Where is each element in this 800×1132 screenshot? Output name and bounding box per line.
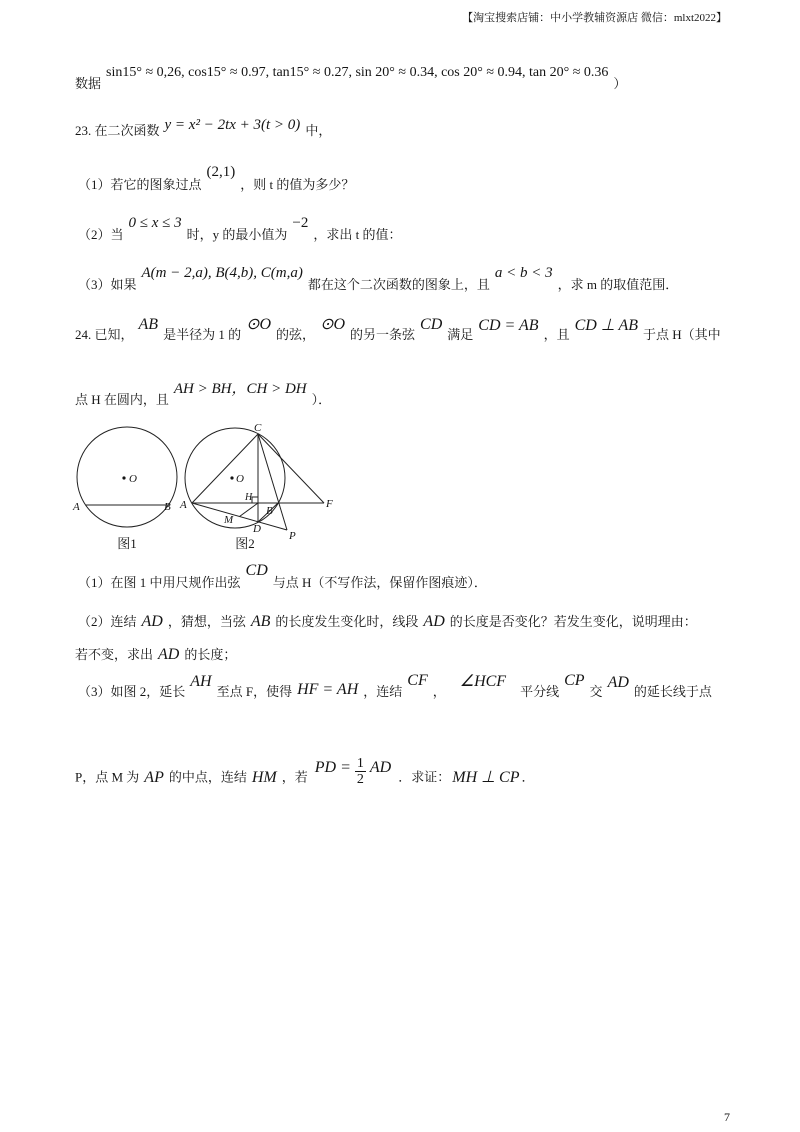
reference-data-label: 数据 [75, 76, 102, 91]
q24-part2-change: 的长度发生变化时，线段 [275, 614, 419, 629]
fig1-label-o: O [129, 473, 137, 485]
q24-line2-close: ）． [311, 392, 332, 407]
q23-number: 23. [75, 123, 95, 138]
q24-radius-text: 是半径为 1 的 [163, 327, 242, 342]
fig2-label-h: H [245, 492, 253, 503]
q24-part3-conclusion: MH ⊥ CP [452, 768, 520, 786]
q23-part1-lead: （1）若它的图象过点 [78, 177, 202, 192]
q24-part3-angle: ∠HCF [459, 673, 507, 690]
q24-part1-chord: CD [245, 562, 268, 579]
q24-part3-to-f: 至点 F，使得 [216, 684, 293, 699]
q24-stem-line1 [75, 316, 721, 349]
q24-part2 [78, 612, 697, 636]
q24-circle-o: ⊙O [246, 316, 272, 333]
q23-part2-mid: 时，y 的最小值为 [186, 227, 288, 242]
q24-part1-tail: 与点 H（不写作法，保留作图痕迹）． [272, 575, 487, 590]
q24-part3-if: ，若 [281, 769, 308, 785]
shop-note: 【淘宝搜索店铺：中小学教辅资源店 微信：mlxt2022】 [462, 12, 727, 24]
q24-part2-line2-lead: 若不变，求出 [75, 647, 154, 662]
q24-position-conditions: AH > BH，CH > DH [173, 381, 307, 397]
fig2-label-c: C [254, 422, 262, 434]
q24-chord-ab: AB [138, 316, 159, 333]
q24-part2-question: 的长度是否变化？若发生变化，说明理由： [449, 614, 697, 629]
q24-part1-lead: （1）在图 1 中用尺规作出弦 [78, 575, 241, 590]
q24-half-fraction [355, 756, 366, 787]
q23-part3-condition: a < b < 3 [494, 265, 553, 281]
q24-part2-chord-ab: AB [250, 613, 271, 630]
q24-part3-connect: ，连结 [363, 684, 403, 699]
q24-part3-bisector: 平分线 [520, 684, 560, 699]
q24-number: 24. [75, 327, 95, 342]
fig2-label-b: B [266, 505, 273, 517]
trig-values-formula: sin15° ≈ 0,26, cos15° ≈ 0.97, tan15° ≈ 0.27, sin 20° ≈ 0.34, cos 20° ≈ 0.94, tan 20° ≈ 0.36 [106, 65, 609, 80]
q24-chord-cd: CD [420, 316, 443, 333]
fig1-center-dot [122, 476, 125, 479]
page-number: 7 [724, 1110, 730, 1124]
q24-another-chord: 的另一条弦 [350, 327, 416, 342]
q24-lead: 已知， [94, 327, 134, 342]
q23-part2 [78, 215, 402, 249]
q24-part3-seg-ad: AD [607, 674, 629, 691]
q24-part3-ray-cp: CP [564, 672, 585, 689]
q24-part3-line2-lead: P，点 M 为 [75, 769, 140, 785]
q24-pd-lhs: PD = [314, 758, 351, 776]
reference-data-close: ） [613, 76, 627, 91]
q24-part1 [78, 562, 487, 597]
fig2-center-dot [230, 476, 233, 479]
q23-part3 [78, 265, 679, 299]
q24-part3-line2 [75, 756, 535, 797]
q23-part1-tail: ，则 t 的值为多少？ [240, 177, 355, 192]
q24-line2-lead: 点 H 在圆内，且 [75, 392, 169, 407]
fig2-line-hm [240, 503, 259, 517]
q24-part2-lead: （2）连结 [78, 614, 137, 629]
q24-part3-seg-cf: CF [407, 672, 428, 689]
q23-part3-points: A(m − 2,a), B(4,b), C(m,a) [141, 265, 303, 281]
q24-figures [60, 420, 340, 555]
q23-stem-end: 中， [305, 123, 332, 138]
q24-part3-comma: ， [432, 684, 446, 699]
q23-stem-text: 在二次函数 [94, 123, 160, 138]
q23-part2-min-value: −2 [292, 215, 309, 231]
q24-part2-guess: ，猜想，当弦 [167, 614, 246, 629]
fraction-denominator: 2 [356, 772, 364, 787]
q24-part3-end: ． [521, 769, 535, 785]
fig1-circle [77, 427, 177, 527]
q24-pd-rhs: AD [369, 758, 392, 776]
q24-part3-seg-hm: HM [251, 768, 277, 786]
q24-part3-midpoint: 的中点，连结 [168, 769, 247, 785]
q23-part3-mid: 都在这个二次函数的图象上，且 [307, 277, 490, 292]
fig2-label-d: D [253, 523, 261, 535]
q24-part3-prove: ．求证： [398, 769, 451, 785]
q24-foot: 于点 H（其中 [643, 327, 721, 342]
fig1-label-b: B [164, 501, 171, 513]
q24-part3-extension: 的延长线于点 [633, 684, 712, 699]
q23-function-formula: y = x² − 2tx + 3(t > 0) [164, 117, 301, 133]
q24-part2-seg-ad: AD [141, 613, 163, 630]
q24-part3-hf-equation: HF = AH [297, 681, 359, 698]
q24-part3 [78, 672, 712, 706]
fig2-right-angle-mark [252, 497, 258, 503]
q23-part2-tail: ，求出 t 的值： [313, 227, 402, 242]
q23-part3-lead: （3）如果 [78, 277, 137, 292]
q23-part3-tail: ，求 m 的取值范围． [557, 277, 679, 292]
fig2-label-f: F [326, 498, 333, 510]
fraction-numerator: 1 [356, 756, 364, 771]
q23-stem [75, 117, 332, 145]
fig2-label-p: P [289, 530, 296, 542]
q23-part1 [78, 164, 355, 199]
q24-part3-seg-ah: AH [190, 673, 212, 690]
q24-satisfy: 满足 [447, 327, 474, 342]
fig1-label-a: A [73, 501, 80, 513]
q24-part3-seg-ap: AP [144, 768, 164, 786]
q24-chord-text: 的弦， [276, 327, 316, 342]
q24-stem-line2 [75, 381, 332, 414]
q24-part3-lead: （3）如图 2，延长 [78, 684, 186, 699]
q24-part2-seg-ad-3: AD [158, 646, 180, 663]
q24-part2-line2-tail: 的长度； [184, 647, 237, 662]
q24-part2-seg-ad-2: AD [423, 613, 445, 630]
fig2-label-a: A [180, 499, 187, 511]
fig2-label-o: O [236, 473, 244, 485]
q24-and: ，且 [543, 327, 570, 342]
q24-part3-meet: 交 [589, 684, 603, 699]
q23-part2-lead: （2）当 [78, 227, 124, 242]
q23-part1-point: (2,1) [206, 164, 236, 180]
fig2-caption: 图2 [235, 536, 255, 551]
q24-equal-condition: CD = AB [478, 317, 539, 334]
q23-part2-range: 0 ≤ x ≤ 3 [128, 215, 182, 231]
q24-circle-o-2: ⊙O [320, 316, 346, 333]
reference-data-line [75, 65, 627, 98]
q24-perp-condition: CD ⊥ AB [574, 317, 639, 334]
fig2-label-m: M [224, 514, 234, 526]
q24-part2-line2 [75, 645, 236, 669]
fig1-caption: 图1 [117, 536, 137, 551]
